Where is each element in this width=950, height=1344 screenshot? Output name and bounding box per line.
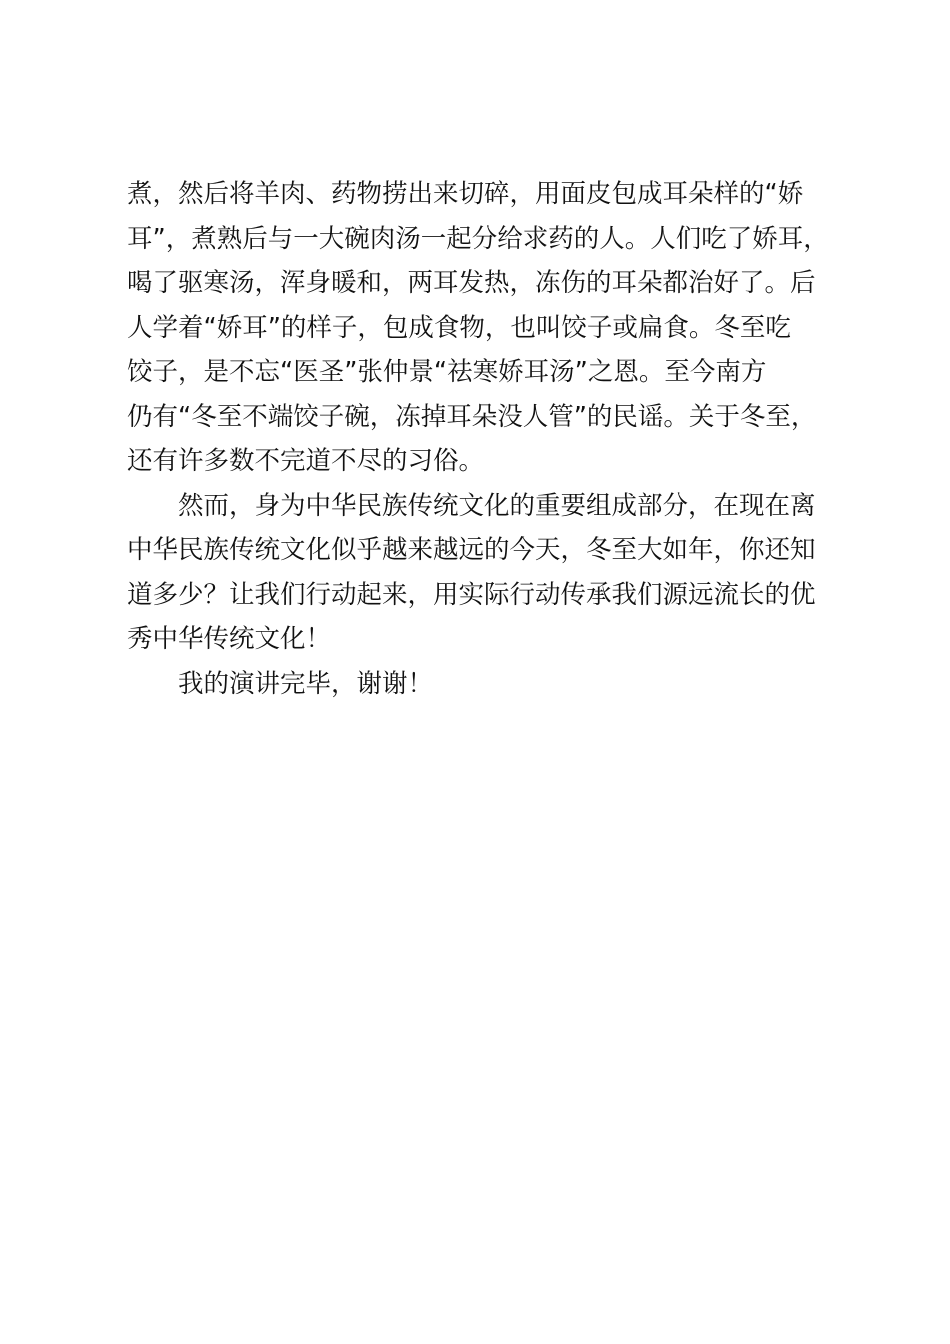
paragraph-line: 然而，身为中华民族传统文化的重要组成部分，在现在离	[178, 490, 816, 521]
paragraph-3	[127, 662, 857, 707]
paragraph-line: 耳”，煮熟后与一大碗肉汤一起分给求药的人。人们吃了娇耳，	[127, 223, 829, 254]
paragraph-line: 喝了驱寒汤，浑身暖和，两耳发热，冻伤的耳朵都治好了。后	[127, 268, 816, 298]
document-body	[127, 172, 857, 706]
paragraph-line: 煮，然后将羊肉、药物捞出来切碎，用面皮包成耳朵样的“娇	[127, 179, 804, 209]
paragraph-line: 秀中华传统文化！	[127, 624, 332, 654]
paragraph-1	[127, 172, 857, 484]
paragraph-line: 饺子，是不忘“医圣”张仲景“祛寒娇耳汤”之恩。至今南方	[127, 357, 767, 387]
closing-line: 我的演讲完毕，谢谢！	[178, 668, 434, 699]
paragraph-line: 中华民族传统文化似乎越来越远的今天，冬至大如年，你还知	[127, 535, 816, 565]
paragraph-line: 还有许多数不完道不尽的习俗。	[127, 446, 485, 476]
paragraph-2	[127, 484, 857, 662]
paragraph-line: 仍有“冬至不端饺子碗，冻掉耳朵没人管”的民谣。关于冬至，	[127, 401, 817, 432]
paragraph-line: 人学着“娇耳”的样子，包成食物，也叫饺子或扁食。冬至吃	[127, 312, 791, 343]
paragraph-line: 道多少？让我们行动起来，用实际行动传承我们源远流长的优	[127, 579, 816, 610]
